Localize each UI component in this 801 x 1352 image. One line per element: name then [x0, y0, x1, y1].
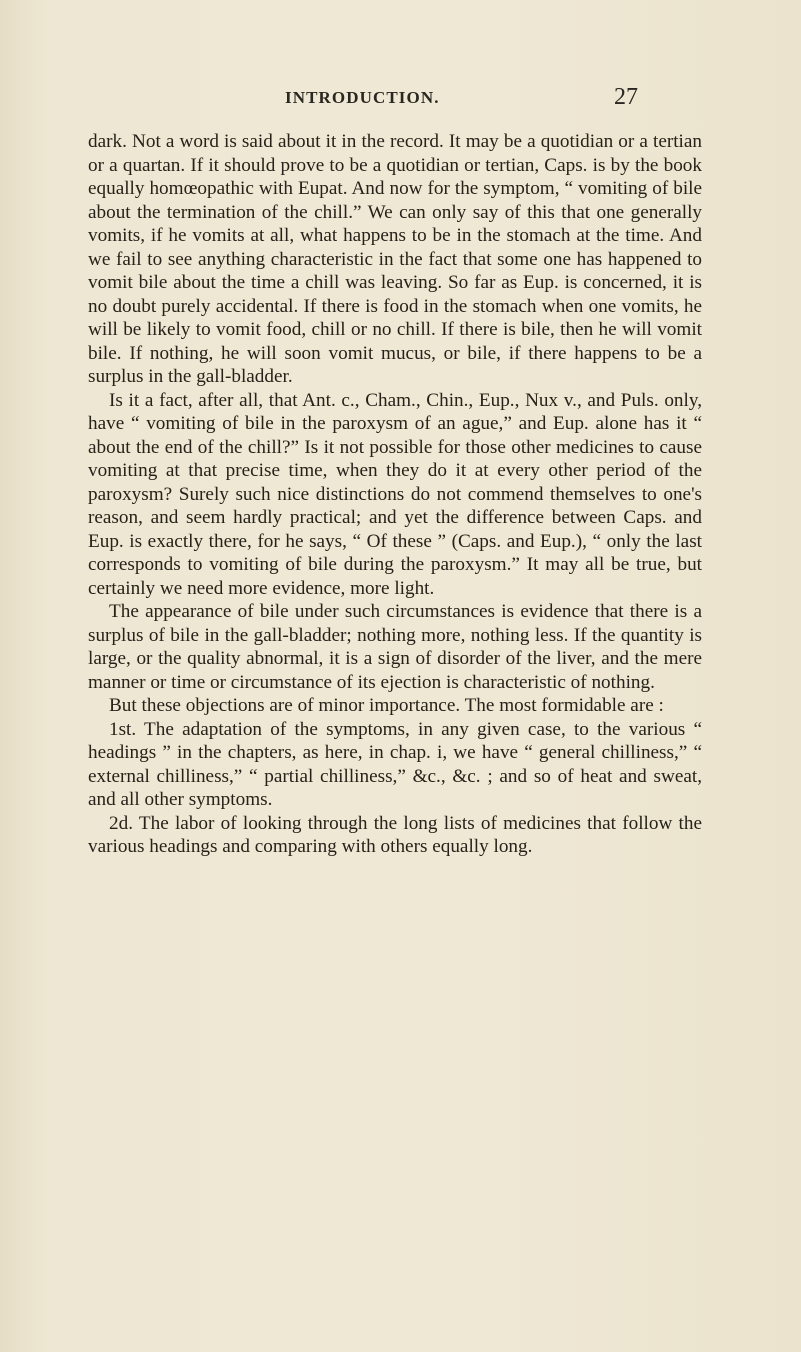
chapter-title: INTRODUCTION.: [285, 88, 440, 107]
paragraph-continuation: dark. Not a word is said about it in the record. It may be a quotidian or a tertian or a quartan. If it should prove to be a quotidian or tertian, Caps. is by the book equally homœopathic with Eupat. And now for the symptom, “ vomiting of bile about the termination of the chill.” We can only say of this that one generally vomits, if he vomits at all, what happens to be in the stomach at the time. And we fail to see anything characteristic in the fact that some one has happened to vomit bile about the time a chill was leaving. So far as Eup. is concerned, it is no doubt purely accidental. If there is food in the stomach when one vomits, he will be likely to vomit food, chill or no chill. If there is bile, then he will vomit bile. If nothing, he will soon vomit mucus, or bile, if there happens to be a surplus in the gall-bladder.: [88, 131, 702, 387]
paragraph-bile-evidence: The appearance of bile under such circumstances is evidence that there is a surplus of bile in the gall-bladder; nothing more, nothing less. If the quantity is large, or the quality abnormal, it is a sign of disorder of the liver, and the mere manner or time or circumstance of its ejection is characteristic of nothing.: [88, 601, 702, 693]
paragraph-first-objection: 1st. The adaptation of the symptoms, in any given case, to the various “ headings ” in the chapters, as here, in chap. i, we have “ general chilliness,” “ external chilliness,” “ partial chilliness,” &c., &c. ; and so of heat and sweat, and all other symptoms.: [88, 718, 702, 810]
paragraph-objections: But these objections are of minor importance. The most formidable are :: [109, 695, 664, 716]
page-number: 27: [614, 84, 638, 110]
paragraph-ague-question: Is it a fact, after all, that Ant. c., Cham., Chin., Eup., Nux v., and Puls. only, have “ vomiting of bile in the paroxysm of an ague,” and Eup. alone has it “ about the end of the chill?” Is it not possible for those other medicines to cause vomiting at that precise time, when they do it at every other period of the paroxysm? Surely such nice distinctions do not commend themselves to one's reason, and seem hardly practical; and yet the difference between Caps. and Eup. is exactly there, for he says, “ Of these ” (Caps. and Eup.), “ only the last corresponds to vomiting of bile during the paroxysm.” It may all be true, but certainly we need more evidence, more light.: [88, 389, 702, 599]
paragraph-second-objection: 2d. The labor of looking through the long lists of medicines that follow the various headings and comparing with others equally long.: [88, 812, 702, 857]
body-text: [88, 130, 702, 859]
running-head: [0, 84, 801, 116]
